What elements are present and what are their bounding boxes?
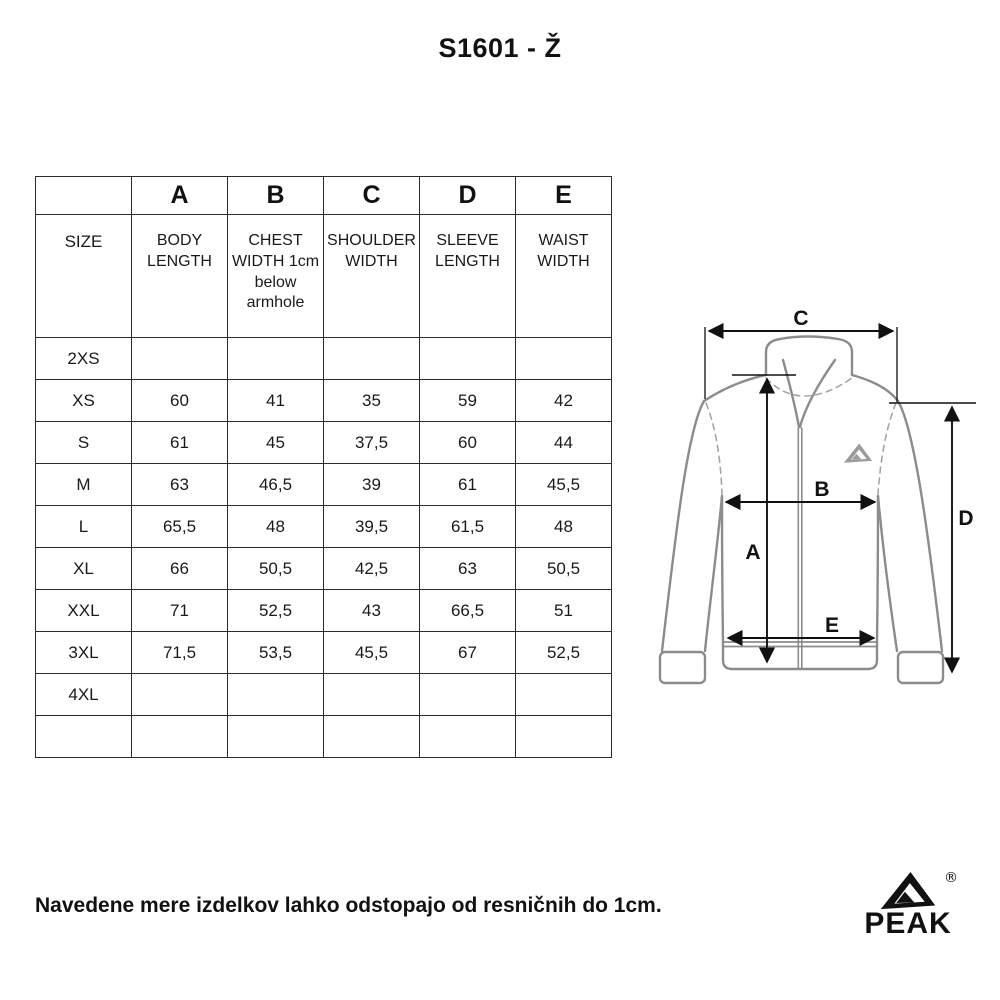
measurement-value-cell: 50,5 xyxy=(516,548,612,590)
size-label-cell: 2XS xyxy=(36,338,132,380)
left-shoulder xyxy=(704,375,766,401)
measurement-arrows xyxy=(705,327,976,672)
measurement-value-cell: 39 xyxy=(324,464,420,506)
measurement-value-cell: 60 xyxy=(132,380,228,422)
peak-triangle-icon xyxy=(881,872,936,909)
measurement-value-cell xyxy=(516,716,612,758)
left-sleeve-outer xyxy=(662,401,704,651)
measurement-value-cell: 50,5 xyxy=(228,548,324,590)
table-row xyxy=(36,464,612,506)
right-body-side xyxy=(877,496,878,642)
measurement-value-cell: 51 xyxy=(516,590,612,632)
measurement-value-cell: 67 xyxy=(420,632,516,674)
neck-seam xyxy=(766,378,852,396)
col-header-body-length: BODY LENGTH xyxy=(132,215,228,338)
table-row xyxy=(36,632,612,674)
label-d: D xyxy=(958,507,974,530)
collar xyxy=(766,337,852,376)
measurement-value-cell: 59 xyxy=(420,380,516,422)
measurement-value-cell: 63 xyxy=(132,464,228,506)
zipper xyxy=(798,428,802,668)
size-table-body xyxy=(36,338,612,758)
measurement-value-cell: 45 xyxy=(228,422,324,464)
size-table xyxy=(35,176,612,758)
size-label-cell: 4XL xyxy=(36,674,132,716)
measurement-value-cell xyxy=(228,338,324,380)
size-label-cell: XXL xyxy=(36,590,132,632)
measurement-value-cell xyxy=(516,674,612,716)
table-row xyxy=(36,422,612,464)
measurement-value-cell: 45,5 xyxy=(516,464,612,506)
measurement-labels xyxy=(745,307,973,637)
corner-cell xyxy=(36,177,132,215)
measurement-value-cell xyxy=(324,716,420,758)
measurement-value-cell xyxy=(132,716,228,758)
size-label-cell: XL xyxy=(36,548,132,590)
col-letter-a: A xyxy=(132,177,228,215)
waistband-line xyxy=(723,642,877,647)
column-header-row xyxy=(36,215,612,338)
left-armhole-seam xyxy=(706,403,722,494)
table-row xyxy=(36,716,612,758)
measurement-value-cell: 61,5 xyxy=(420,506,516,548)
size-label-cell: S xyxy=(36,422,132,464)
measurement-value-cell: 46,5 xyxy=(228,464,324,506)
col-header-sleeve-length: SLEEVE LENGTH xyxy=(420,215,516,338)
peak-wordmark: PEAK xyxy=(864,907,952,940)
measurement-value-cell: 42 xyxy=(516,380,612,422)
column-letter-row xyxy=(36,177,612,215)
measurement-value-cell xyxy=(228,674,324,716)
measurement-value-cell: 71,5 xyxy=(132,632,228,674)
chest-logo-icon xyxy=(844,444,872,463)
table-row xyxy=(36,548,612,590)
measurement-value-cell xyxy=(132,338,228,380)
col-letter-e: E xyxy=(516,177,612,215)
size-label-cell: M xyxy=(36,464,132,506)
measurement-value-cell xyxy=(516,338,612,380)
left-body-side xyxy=(722,496,723,642)
col-letter-d: D xyxy=(420,177,516,215)
measurement-value-cell: 48 xyxy=(228,506,324,548)
col-header-shoulder-width: SHOULDER WIDTH xyxy=(324,215,420,338)
measurement-value-cell xyxy=(420,674,516,716)
measurement-value-cell: 48 xyxy=(516,506,612,548)
measurement-value-cell: 41 xyxy=(228,380,324,422)
measurement-value-cell: 71 xyxy=(132,590,228,632)
table-row xyxy=(36,338,612,380)
measurement-value-cell: 42,5 xyxy=(324,548,420,590)
measurement-value-cell: 39,5 xyxy=(324,506,420,548)
measurement-value-cell: 60 xyxy=(420,422,516,464)
measurement-value-cell: 61 xyxy=(420,464,516,506)
jacket-outline xyxy=(660,337,943,684)
col-letter-c: C xyxy=(324,177,420,215)
measurement-value-cell: 37,5 xyxy=(324,422,420,464)
table-row xyxy=(36,674,612,716)
size-label-cell: XS xyxy=(36,380,132,422)
right-lapel xyxy=(800,360,835,427)
measurement-value-cell: 66,5 xyxy=(420,590,516,632)
jacket-measurement-diagram xyxy=(635,300,995,700)
tolerance-note: Navedene mere izdelkov lahko odstopajo od resničnih do 1cm. xyxy=(35,894,662,917)
label-c: C xyxy=(793,307,809,330)
table-row xyxy=(36,506,612,548)
right-sleeve-outer xyxy=(898,401,942,651)
left-sleeve-inner xyxy=(705,496,722,651)
label-a: A xyxy=(745,541,761,564)
measurement-value-cell: 61 xyxy=(132,422,228,464)
measurement-value-cell: 53,5 xyxy=(228,632,324,674)
size-label-cell xyxy=(36,716,132,758)
col-letter-b: B xyxy=(228,177,324,215)
measurement-value-cell xyxy=(132,674,228,716)
registered-mark: ® xyxy=(944,870,958,886)
col-header-waist-width: WAIST WIDTH xyxy=(516,215,612,338)
left-lapel xyxy=(783,360,799,427)
measurement-value-cell xyxy=(228,716,324,758)
measurement-value-cell: 43 xyxy=(324,590,420,632)
size-label-cell: 3XL xyxy=(36,632,132,674)
right-shoulder xyxy=(852,375,898,401)
peak-logo xyxy=(850,850,990,965)
label-e: E xyxy=(824,614,840,637)
measurement-value-cell xyxy=(324,338,420,380)
measurement-value-cell xyxy=(420,716,516,758)
measurement-value-cell: 45,5 xyxy=(324,632,420,674)
measurement-value-cell: 66 xyxy=(132,548,228,590)
measurement-value-cell: 63 xyxy=(420,548,516,590)
right-sleeve-inner xyxy=(878,496,897,651)
measurement-value-cell: 65,5 xyxy=(132,506,228,548)
page-title: S1601 - Ž xyxy=(438,33,562,63)
measurement-value-cell: 52,5 xyxy=(228,590,324,632)
left-cuff xyxy=(660,652,705,683)
table-row xyxy=(36,590,612,632)
table-row xyxy=(36,380,612,422)
right-armhole-seam xyxy=(878,403,896,494)
label-b: B xyxy=(814,478,830,501)
measurement-value-cell xyxy=(420,338,516,380)
measurement-value-cell xyxy=(324,674,420,716)
measurement-value-cell: 52,5 xyxy=(516,632,612,674)
measurement-value-cell: 44 xyxy=(516,422,612,464)
right-cuff xyxy=(898,652,943,683)
size-header-cell: SIZE xyxy=(36,215,132,338)
measurement-value-cell: 35 xyxy=(324,380,420,422)
col-header-chest-width: CHEST WIDTH 1cm below armhole xyxy=(228,215,324,338)
size-label-cell: L xyxy=(36,506,132,548)
